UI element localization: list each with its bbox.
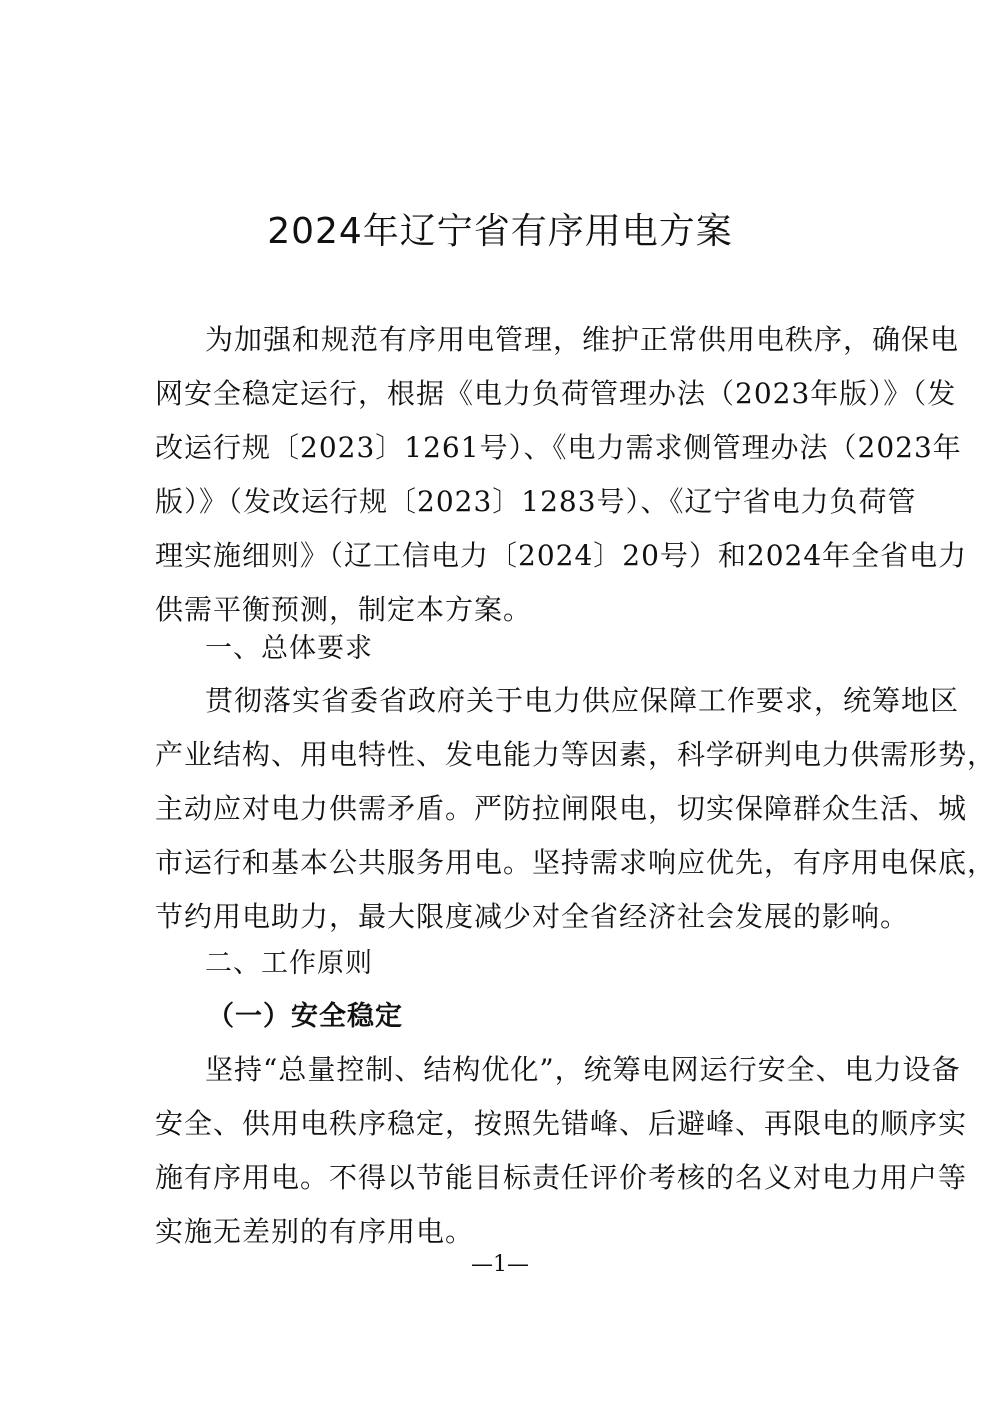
paragraph-line: 为加强和规范有序用电管理，维护正常供用电秩序，确保电 [205, 323, 960, 356]
section-heading: 二、工作原则 [205, 948, 373, 979]
paragraph-line: 实施无差别的有序用电。 [155, 1215, 475, 1248]
paragraph-line: 施有序用电。不得以节能目标责任评价考核的名义对电力用户等 [155, 1161, 968, 1194]
paragraph-line: 理实施细则》（辽工信电力〔2024〕20号）和2024年全省电力 [155, 539, 968, 572]
paragraph-line: 供需平衡预测，制定本方案。 [155, 593, 533, 626]
document-title: 2024年辽宁省有序用电方案 [267, 211, 733, 252]
paragraph-line: 市运行和基本公共服务用电。坚持需求响应优先，有序用电保底， [155, 846, 997, 879]
paragraph-line: 节约用电助力，最大限度减少对全省经济社会发展的影响。 [155, 900, 910, 933]
paragraph-line: 贯彻落实省委省政府关于电力供应保障工作要求，统筹地区 [205, 684, 960, 717]
subsection-heading: （一）安全稳定 [207, 1001, 403, 1032]
paragraph-line: 安全、供用电秩序稳定，按照先错峰、后避峰、再限电的顺序实 [155, 1107, 968, 1140]
page-number: —1— [471, 1252, 529, 1277]
paragraph-line: 网安全稳定运行，根据《电力负荷管理办法（2023年版）》（发 [155, 377, 957, 410]
paragraph-line: 产业结构、用电特性、发电能力等因素，科学研判电力供需形势， [155, 738, 997, 771]
paragraph-line: 坚持“总量控制、结构优化”，统筹电网运行安全、电力设备 [205, 1053, 961, 1086]
paragraph-line: 版）》（发改运行规〔2023〕1283号）、《辽宁省电力负荷管 [155, 485, 917, 518]
paragraph-line: 主动应对电力供需矛盾。严防拉闸限电，切实保障群众生活、城 [155, 792, 968, 825]
section-heading: 一、总体要求 [205, 633, 373, 664]
paragraph-line: 改运行规〔2023〕1261号）、《电力需求侧管理办法（2023年 [155, 431, 962, 464]
